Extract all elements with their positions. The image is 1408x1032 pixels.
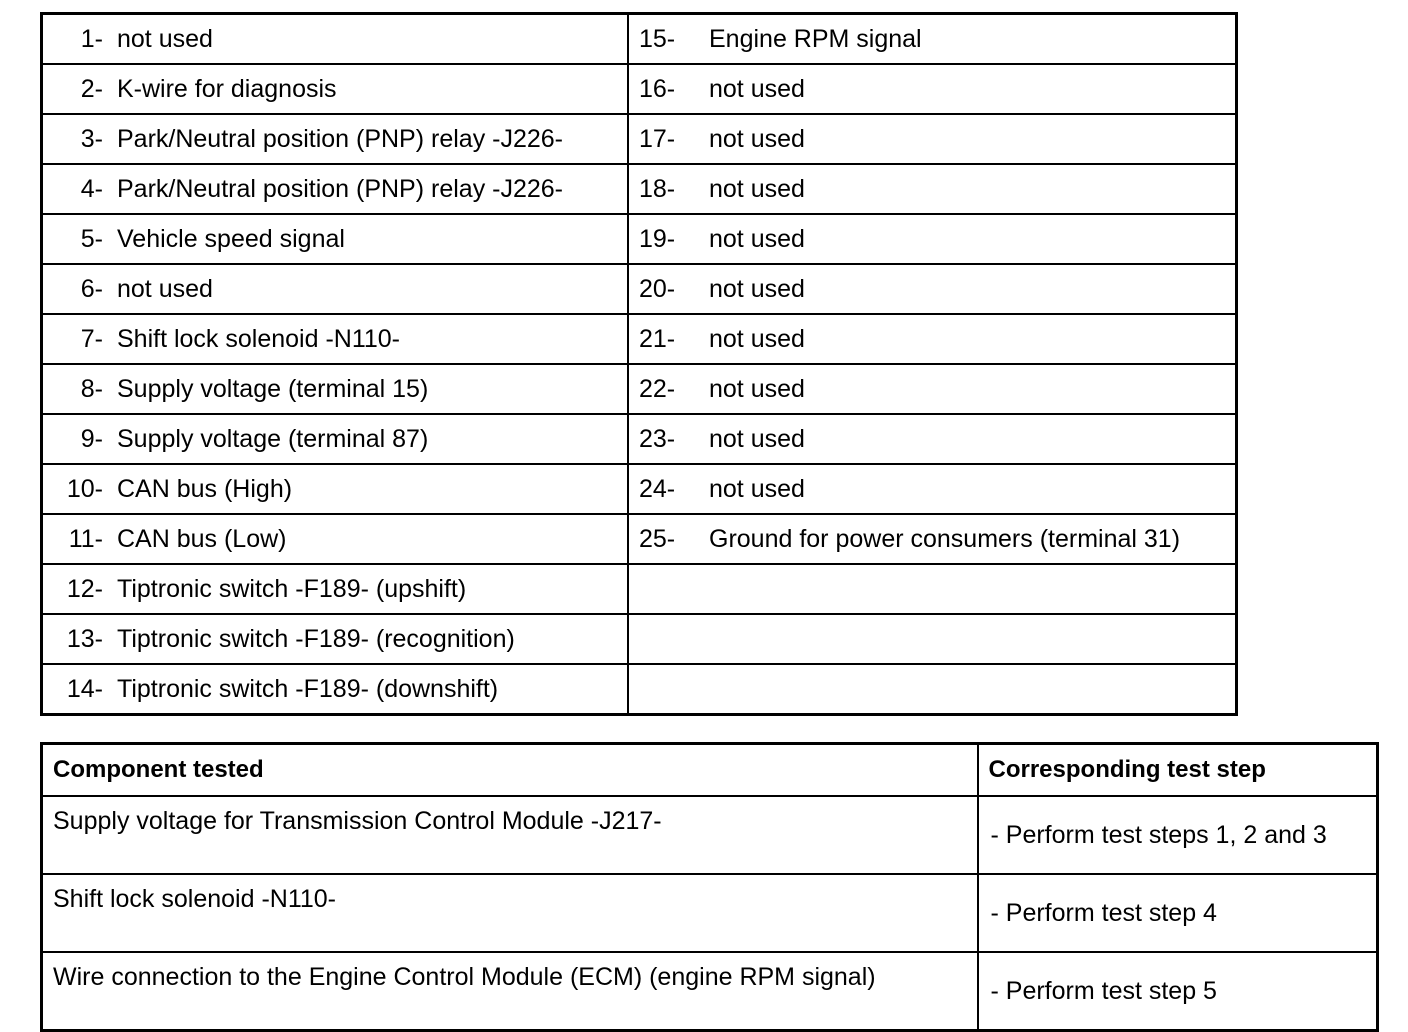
pin-label: Ground for power consumers (terminal 31) — [709, 514, 1237, 564]
table-row — [42, 214, 1237, 264]
component-test-table — [40, 742, 1379, 1032]
test-step-cell: - Perform test steps 1, 2 and 3 — [978, 796, 1378, 874]
pin-label: CAN bus (Low) — [117, 514, 628, 564]
pin-label: not used — [709, 164, 1237, 214]
pin-number: 16- — [628, 64, 709, 114]
pin-number: 9- — [42, 414, 118, 464]
table-row — [42, 564, 1237, 614]
pin-label: Tiptronic switch -F189- (upshift) — [117, 564, 628, 614]
pin-label: Tiptronic switch -F189- (downshift) — [117, 664, 628, 715]
pin-label: not used — [709, 214, 1237, 264]
pin-number: 6- — [42, 264, 118, 314]
pin-number: 24- — [628, 464, 709, 514]
pin-label: not used — [117, 14, 628, 65]
pin-number: 8- — [42, 364, 118, 414]
pin-label — [709, 614, 1237, 664]
column-header-test-step: Corresponding test step — [978, 744, 1378, 797]
pin-label: Supply voltage (terminal 15) — [117, 364, 628, 414]
pin-label: not used — [709, 414, 1237, 464]
pin-label: not used — [709, 364, 1237, 414]
table-row — [42, 264, 1237, 314]
pin-number: 15- — [639, 24, 676, 53]
pin-number: 11- — [42, 514, 118, 564]
table-row — [42, 514, 1237, 564]
table-row — [42, 464, 1237, 514]
pin-number: 17- — [628, 114, 709, 164]
pin-number — [628, 614, 709, 664]
pin-label: Engine RPM signal — [709, 24, 922, 53]
table-row — [42, 14, 1237, 65]
pin-number: 19- — [628, 214, 709, 264]
pin-label: not used — [709, 64, 1237, 114]
pin-number: 12- — [42, 564, 118, 614]
table-row — [42, 114, 1237, 164]
pin-label: Park/Neutral position (PNP) relay -J226- — [117, 114, 628, 164]
pin-label: Tiptronic switch -F189- (recognition) — [117, 614, 628, 664]
component-cell: Wire connection to the Engine Control Module (ECM) (engine RPM signal) — [42, 952, 978, 1031]
table-row — [42, 414, 1237, 464]
table-row — [42, 614, 1237, 664]
pin-number: 10- — [42, 464, 118, 514]
pin-label: CAN bus (High) — [117, 464, 628, 514]
table-row — [42, 364, 1237, 414]
pin-label: Vehicle speed signal — [117, 214, 628, 264]
table-row — [42, 952, 1378, 1031]
pin-label — [709, 564, 1237, 614]
pin-number: 25- — [628, 514, 709, 564]
pin-label: not used — [709, 314, 1237, 364]
pin-number: 2- — [42, 64, 118, 114]
pin-label: not used — [709, 464, 1237, 514]
pin-number: 20- — [628, 264, 709, 314]
pin-number: 3- — [42, 114, 118, 164]
table-row — [42, 314, 1237, 364]
pin-label: not used — [709, 114, 1237, 164]
test-step-cell: - Perform test step 5 — [978, 952, 1378, 1031]
pin-label: Shift lock solenoid -N110- — [117, 314, 628, 364]
pin-label — [709, 664, 1237, 715]
pin-number: 4- — [42, 164, 118, 214]
table-row — [42, 874, 1378, 952]
pin-number — [628, 564, 709, 614]
test-step-cell: - Perform test step 4 — [978, 874, 1378, 952]
pin-number: 22- — [628, 364, 709, 414]
pin-label: not used — [709, 264, 1237, 314]
pin-number: 13- — [42, 614, 118, 664]
pin-number: 1- — [80, 24, 103, 53]
pin-number: 23- — [628, 414, 709, 464]
pin-number: 21- — [628, 314, 709, 364]
pin-number: 14- — [42, 664, 118, 715]
column-header-component: Component tested — [42, 744, 978, 797]
pin-number — [628, 664, 709, 715]
table-row — [42, 664, 1237, 715]
pin-assignment-table — [40, 12, 1238, 716]
component-cell: Shift lock solenoid -N110- — [42, 874, 978, 952]
table-row — [42, 164, 1237, 214]
pin-label: not used — [117, 264, 628, 314]
table-row — [42, 64, 1237, 114]
pin-number: 7- — [42, 314, 118, 364]
table-header-row — [42, 744, 1378, 797]
component-cell: Supply voltage for Transmission Control Module -J217- — [42, 796, 978, 874]
pin-label: Supply voltage (terminal 87) — [117, 414, 628, 464]
pin-number: 5- — [42, 214, 118, 264]
pin-number: 18- — [628, 164, 709, 214]
table-row — [42, 796, 1378, 874]
pin-label: K-wire for diagnosis — [117, 64, 628, 114]
pin-label: Park/Neutral position (PNP) relay -J226- — [117, 164, 628, 214]
